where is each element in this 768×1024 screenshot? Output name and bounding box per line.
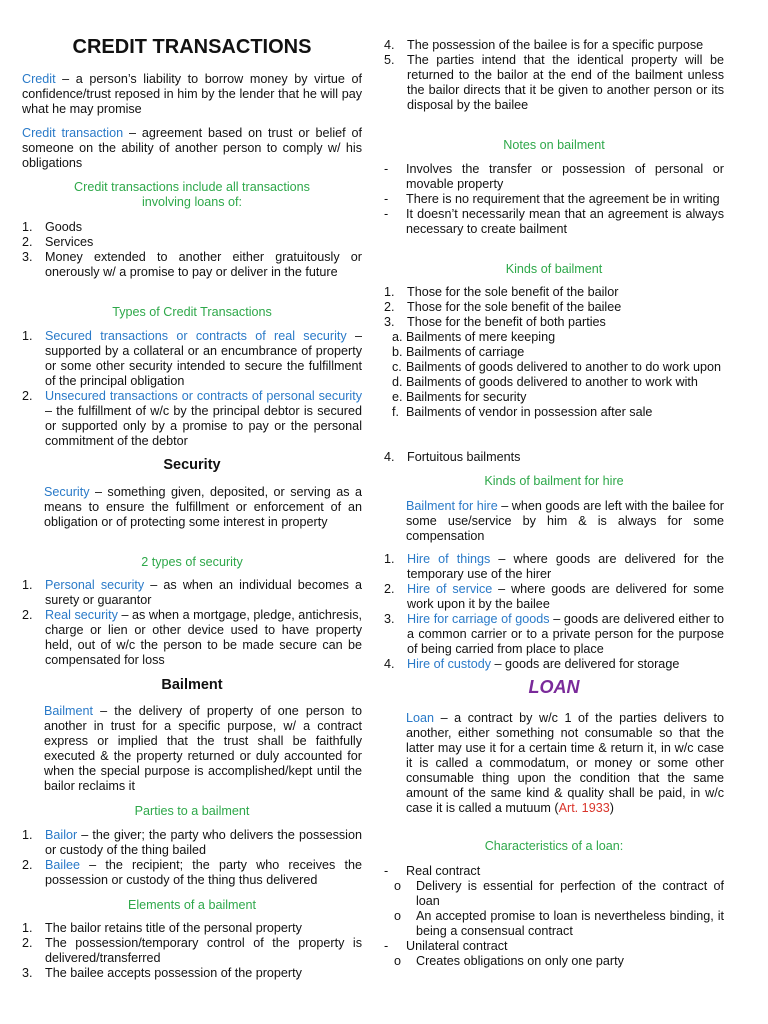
- list-item: - Involves the transfer or possession of personal or movable property: [384, 162, 724, 191]
- list-item: 3. Those for the benefit of both parties: [384, 315, 606, 329]
- list-item: o Creates obligations on only one party: [394, 954, 624, 968]
- list-item: 1. Those for the sole benefit of the bailor: [384, 285, 619, 299]
- kinds-sub-list: [392, 330, 724, 420]
- elements-continued-list: [384, 38, 724, 113]
- list-item: o An accepted promise to loan is nevertheless binding, it being a consensual contract: [394, 909, 724, 938]
- elements-heading: Elements of a bailment: [127, 898, 257, 912]
- security-definition: Security – something given, deposited, or serving as a means to ensure the fulfillment or enforcement of an obligation or of protecting some interest in property: [44, 485, 362, 529]
- include-list: [22, 220, 362, 280]
- list-item: 3. Money extended to another either gratuitously or onerously w/ a promise to pay or deliver in the future: [22, 250, 362, 279]
- list-item: 3. The bailee accepts possession of the property: [22, 966, 302, 980]
- hire-definition: Bailment for hire – when goods are left with the bailee for some use/service by him & is always for some compensation: [406, 499, 724, 543]
- bailment-heading: Bailment: [161, 677, 223, 693]
- credit-definition: Credit – a person’s liability to borrow money by virtue of confidence/trust reposed in him by the lender that he will pay what he may promise: [22, 72, 362, 116]
- security-heading: Security: [163, 457, 221, 473]
- list-item: o Delivery is essential for perfection of the contract of loan: [394, 879, 724, 908]
- list-item: 2. Hire of service – where goods are delivered for some work upon it by the bailee: [384, 582, 724, 611]
- notes-list: [384, 162, 724, 237]
- list-item: 1. Secured transactions or contracts of real security – supported by a collateral or an encumbrance of property or some other security intended to secure the fulfillment of the principal obligation: [22, 329, 362, 388]
- security-types-list: [22, 578, 362, 668]
- list-item: 1. Hire of things – where goods are delivered for the temporary use of the hirer: [384, 552, 725, 581]
- kinds-list: [384, 285, 724, 330]
- kinds-list-continued: [384, 450, 724, 465]
- bailment-definition: Bailment – the delivery of property of one person to another in trust for a specific purpose, w/ a contract express or implied that the trust shall be faithfully executed & the property returned or duly accounted for when the special purpose is accomplished/kept until the bailor reclaims it: [44, 704, 362, 793]
- characteristics-list: [384, 864, 724, 969]
- list-item: 2. Those for the sole benefit of the bailee: [384, 300, 622, 314]
- list-item: 2. Unsecured transactions or contracts of personal security – the fulfillment of w/c by the principal debtor is secured or supported only by a promise to pay or the personal commitment of the debtor: [22, 389, 362, 448]
- list-item: 2. Real security – as when a mortgage, pledge, antichresis, charge or lien or other device used to have property held, out of w/c the person to be made secure can be compensated for loss: [22, 608, 363, 667]
- list-item: - There is no requirement that the agreement be in writing: [384, 192, 720, 206]
- list-item: 4. Hire of custody – goods are delivered for storage: [384, 657, 680, 671]
- hire-heading: Kinds of bailment for hire: [484, 474, 624, 488]
- list-item: 5. The parties intend that the identical property will be returned to the bailor at the end of the bailment unless the bailor directs that it be given to another person or its disposal by the bailee: [384, 53, 724, 112]
- list-item: 2. The possession/temporary control of the property is delivered/transferred: [22, 936, 362, 965]
- loan-heading: LOAN: [528, 677, 580, 697]
- list-item: a. Bailments of mere keeping: [392, 330, 556, 344]
- list-item: - It doesn’t necessarily mean that an agreement is always necessary to create bailment: [384, 207, 724, 236]
- credit-term: Credit: [22, 72, 56, 86]
- list-item: 4. The possession of the bailee is for a specific purpose: [384, 38, 704, 52]
- list-item: c. Bailments of goods delivered to another to do work upon: [392, 360, 722, 374]
- characteristics-heading: Characteristics of a loan:: [484, 839, 624, 853]
- page-title: CREDIT TRANSACTIONS: [72, 36, 312, 58]
- list-item: 3. Hire for carriage of goods – goods are delivered either to a common carrier or to a private person for the purpose of being carried from place to place: [384, 612, 724, 656]
- parties-list: [22, 828, 362, 888]
- list-item: 1. Goods: [22, 220, 83, 234]
- types-list: [22, 329, 362, 449]
- list-item: f. Bailments of vendor in possession after sale: [392, 405, 653, 419]
- article-reference: Art. 1933: [558, 801, 610, 815]
- security-types-heading: 2 types of security: [141, 555, 243, 569]
- list-item: 2. Services: [22, 235, 94, 249]
- credit-transaction-term: Credit transaction: [22, 126, 124, 140]
- list-item: - Real contract: [384, 864, 481, 878]
- list-item: 4. Fortuitous bailments: [384, 450, 521, 464]
- elements-list: [22, 921, 362, 981]
- notes-heading: Notes on bailment: [503, 138, 605, 152]
- list-item: d. Bailments of goods delivered to another to work with: [392, 375, 698, 389]
- parties-heading: Parties to a bailment: [134, 804, 250, 818]
- list-item: e. Bailments for security: [392, 390, 527, 404]
- kinds-heading: Kinds of bailment: [505, 262, 603, 276]
- list-item: 2. Bailee – the recipient; the party who receives the possession or custody of the thing thus delivered: [22, 858, 362, 887]
- loan-definition: Loan – a contract by w/c 1 of the parties delivers to another, either something not consumable so that the latter may use it for a certain time & return it, in w/c case it is called a commodatum, or money or some other consumable thing upon the condition that the same amount of the same kind & quality shall be paid, in w/c case it is called a mutuum (Art. 1933): [406, 711, 724, 815]
- types-heading: Types of Credit Transactions: [112, 305, 272, 319]
- list-item: - Unilateral contract: [384, 939, 508, 953]
- list-item: b. Bailments of carriage: [392, 345, 525, 359]
- credit-transaction-definition: Credit transaction – agreement based on trust or belief of someone on the ability of another person to comply w/ his obligations: [22, 126, 363, 170]
- list-item: 1. The bailor retains title of the personal property: [22, 921, 302, 935]
- include-heading: Credit transactions include all transactions involving loans of:: [74, 180, 310, 209]
- list-item: 1. Bailor – the giver; the party who delivers the possession or custody of the thing bailed: [22, 828, 362, 857]
- list-item: 1. Personal security – as when an individual becomes a surety or guarantor: [22, 578, 362, 607]
- hire-list: [384, 552, 724, 672]
